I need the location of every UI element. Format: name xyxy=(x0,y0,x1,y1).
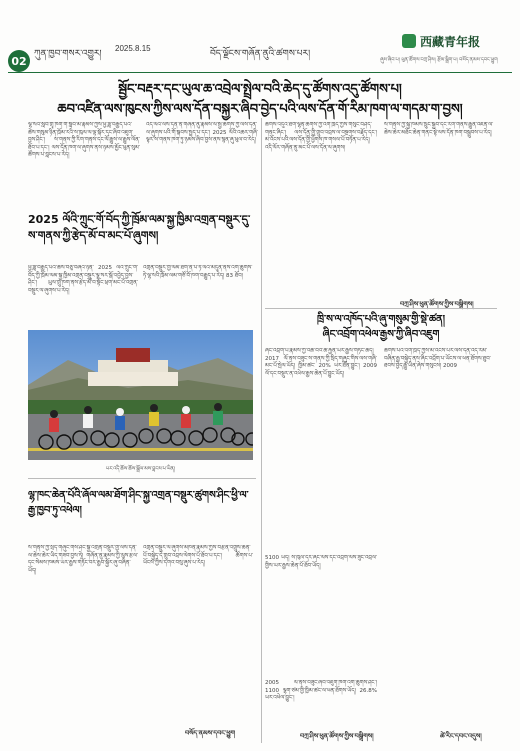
newspaper-logo-icon xyxy=(402,34,416,48)
article1-headline xyxy=(20,80,500,120)
article3-byline: བསོད་ནམས་དབང་ཕྱུག xyxy=(185,729,236,737)
page-header xyxy=(0,0,520,68)
article1-byline: བཀྲ་ཤིས་ཕུན་ཚོགས་ཀྱིས་བསྒྲིགས། xyxy=(400,300,474,308)
page-number: 02 xyxy=(8,50,30,72)
section-divider-right xyxy=(265,308,497,309)
article4-headline-line1: ཁྲི་ས་ལ་འཁོད་པའི་ཞུ་གསུམ་གྱི་སྡེ་ཚན། xyxy=(317,314,445,325)
issue-date: 2025.8.15 xyxy=(115,44,151,53)
article3-column-2: འགྲན་བསྡུར་ལ་ཞུགས་མཁན་རྣམས་ཀྱིས་བརྩོན་འགྲུས་ཆེན་པོ་བསྐྱེད་དེ་གྲུབ་འབྲས་ལེགས་པོ་ཐོབ་པ་དང་། ཚོགས་པ་ཡོངས་ཀྱིས་དགའ་བསུ་ཞུས་པ་རེད། xyxy=(143,545,253,567)
article4-column-2: 5100 ཡོད། ས་ཁུལ་དེར་ཞིང་ལས་དང་འབྲོག་ལས་ཟུང་འབྲེལ་གྱིས་ཡར་རྒྱས་ཆེན་པོ་ཐོབ་ཡོད། xyxy=(265,555,377,569)
photo-caption: པར་འདི་ཆོས་ཆོས་སྒྲོལ་མས་བླངས་པ་ཡིན། xyxy=(105,466,176,472)
article1-column-4: ས་གནས་ཀྱི་སྐྱེ་ཁམས་སྲུང་སྐྱོབ་དང་རིག་གནས་རྒྱུན་འཛིན་ལ་ཆེས་ཆེར་མཐོང་ཆེན་གནང་སྟེ་ལས་དོན་ཁག་བསྒྲུབས་པ་རེད། xyxy=(384,122,494,136)
article2-headline: 2025 ལོའི་ཀྲུང་གོ་བོད་ཀྱི་ཁྲོམ་ལམ་སྐྱ་ཁྱིམ་འགྲན་བསྡུར་དུ་ས་གནས་ཀྱི་རྩེད་མོ་བ་མང་པོ་ཞུགས། xyxy=(28,213,251,242)
article3-headline: ལྷ་ཁང་ཆེན་པོའི་ཞོལ་ལམ་ཐོག་ཤིང་སྐྱ་འགྲན་བསྡུར་ཚུགས་ཤིང་ཕྱི་ལ་རྒྱ་ཁྱབ་ཏུ་འཕེལ། xyxy=(28,490,249,516)
article4-column-1: ཞིང་འབྲོག་པ་རྣམས་ཀྱི་འཚོ་བའི་ཆ་རྐྱེན་ཡར་རྒྱས་གཏོང་ཆེད། 2017 ལོ་ནས་བཟུང་ས་གནས་ཀྱི་སྲིད་གཞུང་གིས་ལས་གཞི་མང་པོ་སྤེལ་ཡོད། ཁྱིམ་ཚང་ 20% ཡར་ཐོན་བྱུང་། 2009 ལོ་དང་བསྡུར་ན་འཕེལ་རྒྱས་ཆེན་པོ་བྱུང་ཡོད། xyxy=(265,348,377,377)
column-divider xyxy=(261,118,262,743)
section-name: ཀུན་ཁྱབ་གསར་འགྱུར། xyxy=(34,49,102,59)
article3-column-1: ས་གནས་ཀྱི་སྲིད་གཞུང་གིས་ཤིང་སྐྱ་འགྲན་བསྡུར་གྱི་ལས་དོན་ལ་ཆེས་ཆེར་ཡིད་གཟབ་བྱས་ཏེ། གཞོན་ནུ་རྣམས་ཀྱི་ལུས་རྩལ་དང་སེམས་ཁམས་ཡར་རྒྱས་གཏོང་བར་རྒྱབ་སྐྱོར་ཞུ་བཞིན་ཡོད། xyxy=(28,545,138,574)
article1-headline-line1: སྦྱོང་བརྡར་དང་ཡུལ་ཆ་འབྲེལ་སྤྲེལ་བའི་ཆེད་དུ་ཚོགས་འདུ་ཚོགས་པ། xyxy=(118,82,402,97)
article4-byline-right: ཚེ་རིང་དབང་འདུས། xyxy=(440,732,482,740)
newspaper-logo-text: 西藏青年报 xyxy=(420,35,481,49)
masthead-tibetan: བོད་ལྗོངས་གཞོན་ནུའི་ཚགས་པར། xyxy=(210,49,311,59)
article1-column-2: འདི་ལོའི་ལས་དོན་ནི་གཞོན་ནུ་རྣམས་ལ་སྤྱི་ཚོགས་ཀྱི་ལས་དོན་ལ་ཞུགས་པའི་གོ་སྐབས་སྤྲད་པ་དང་། 2025 ལོའི་འཆར་གཞི་ལྟར་ས་གནས་ཁག་ཏུ་ཉམས་ཞིབ་བྱས་ནས་སྙན་ཞུ་ཕུལ་བ་རེད། xyxy=(146,122,258,144)
article1-column-1: ལྷ་སའི་སློབ་གྲྭ་ཁག་གི་སློབ་མ་རྣམས་ཀྱིས་ཕྱི་ཟླ་བརྒྱད་པའི་ཚེས་གསུམ་ཉིན་ཁྲོམ་རའི་ས་ཁུལ་ལ་ལྟ་སྐོར་དང་ཞིབ་འཇུག་བྱས་ཤིང་། ས་གནས་ཀྱི་རིག་གནས་དང་ལོ་རྒྱུས་ལ་རྒྱུས་ལོན་ཐོབ་པ་དང་། ལས་དོན་ཁག་ལ་ཞུགས་ནས་ཉམས་མྱོང་ཕུན་སུམ་ཚོགས་པ་བླངས་པ་རེད། xyxy=(28,122,140,159)
article4-column-4: ཚོགས་པའི་འགོ་ཁྲིད་ཀྱིས་མ་འོངས་པར་ལས་དོན་འདི་རིམ་བཞིན་རྒྱ་བསྐྱེད་ནས་ཞིང་འབྲོག་པ་ཡོངས་ལ་ཕན་ཐོགས་ཐུབ་ཐབས་བྱེད་རྒྱུ་ཡིན་ཞེས་གསུངས། 2009 xyxy=(384,348,491,370)
article1-column-3: ཚོགས་འདུའི་ཐོག་ལྷན་ཚོགས་ཀྱི་འགོ་ཁྲིད་ཀྱིས་གསུང་བཤད་གནང་ཞིང་། ལས་དོན་གྱི་གྲུབ་འབྲས་ལ་བསྔགས་བརྗོད་དང་། མ་འོངས་པའི་ལས་དོན་གྱི་ཕྱོགས་ཁ་གསལ་པོ་བཏོན་པ་རེད། འདི་ལོར་གཞོན་ནུ་མང་པོ་ལས་དོན་ལ་ཞུགས། xyxy=(265,122,377,151)
article4-headline-line2: ཞིང་འབྲོག་འཕེལ་རྒྱས་ཀྱི་ཞིབ་འཇུག xyxy=(322,329,440,340)
article4-headline xyxy=(265,312,497,342)
article4-column-3: 2005 ལོ་ནས་བཟུང་ཞིབ་འཇུག་ཁག་འགོ་ཚུགས་ཤིང་། 1100 ལྷག་ཙམ་གྱི་ཁྱིམ་ཚང་ལ་ཕན་ཐོགས་ཡོད། 26.8% ཡར་འཕེལ་བྱུང་། xyxy=(265,680,377,702)
cycling-race-photo-graphic xyxy=(28,330,253,460)
section-divider xyxy=(28,478,256,479)
editor-credits: ཞུས་ཞིབ་པ། ཕུན་ཚོགས་བཀྲ་ཤིས། རྩོམ་སྒྲིག་པ། བསོད་ནམས་དབང་ཕྱུག xyxy=(380,57,498,63)
article1-headline-line2: ཆབ་འཛིན་ལས་ཁུངས་ཀྱིས་ལས་དོན་བསྐྱར་ཞིབ་བྱེད་པའི་ལས་དོན་གོ་རིམ་ཁག་ལ་གདམ་ག་བྱས། xyxy=(57,102,463,117)
cycling-race-photo xyxy=(28,330,253,460)
article4-byline: བཀྲ་ཤིས་ཕུན་ཚོགས་ཀྱིས་བསྒྲིགས། xyxy=(300,732,374,740)
article2-body-right: འགྲན་བསྡུར་གྱི་ལམ་ཐིག་ནི་པོ་ཏ་ལའི་མདུན་ནས་འགོ་ཚུགས་ཏེ་ལྷ་སའི་ཁྲོམ་ལམ་གཙོ་བོ་ཁག་བརྒྱུད་པ་རེད། 83 ཐོབ། xyxy=(143,265,253,279)
article2-body: ཕྱི་ཟླ་བརྒྱད་པའི་ཚེས་བཅུ་བཞིའི་ཉིན་ 2025 ལོའི་ཀྲུང་གོ་བོད་ཀྱི་ཁྲོམ་ལམ་སྐྱ་ཁྱིམ་འགྲན་བསྡུར་ལྷ་སར་སྒོ་འབྱེད་བྱས་ཤིང་། ཡུལ་གྲུ་ཁག་ནས་རྩེད་མོ་བ་སྟོང་ཕྲག་མང་པོ་འགྲན་བསྡུར་ལ་ཞུགས་པ་རེད། xyxy=(28,265,138,294)
header-divider xyxy=(8,72,512,73)
